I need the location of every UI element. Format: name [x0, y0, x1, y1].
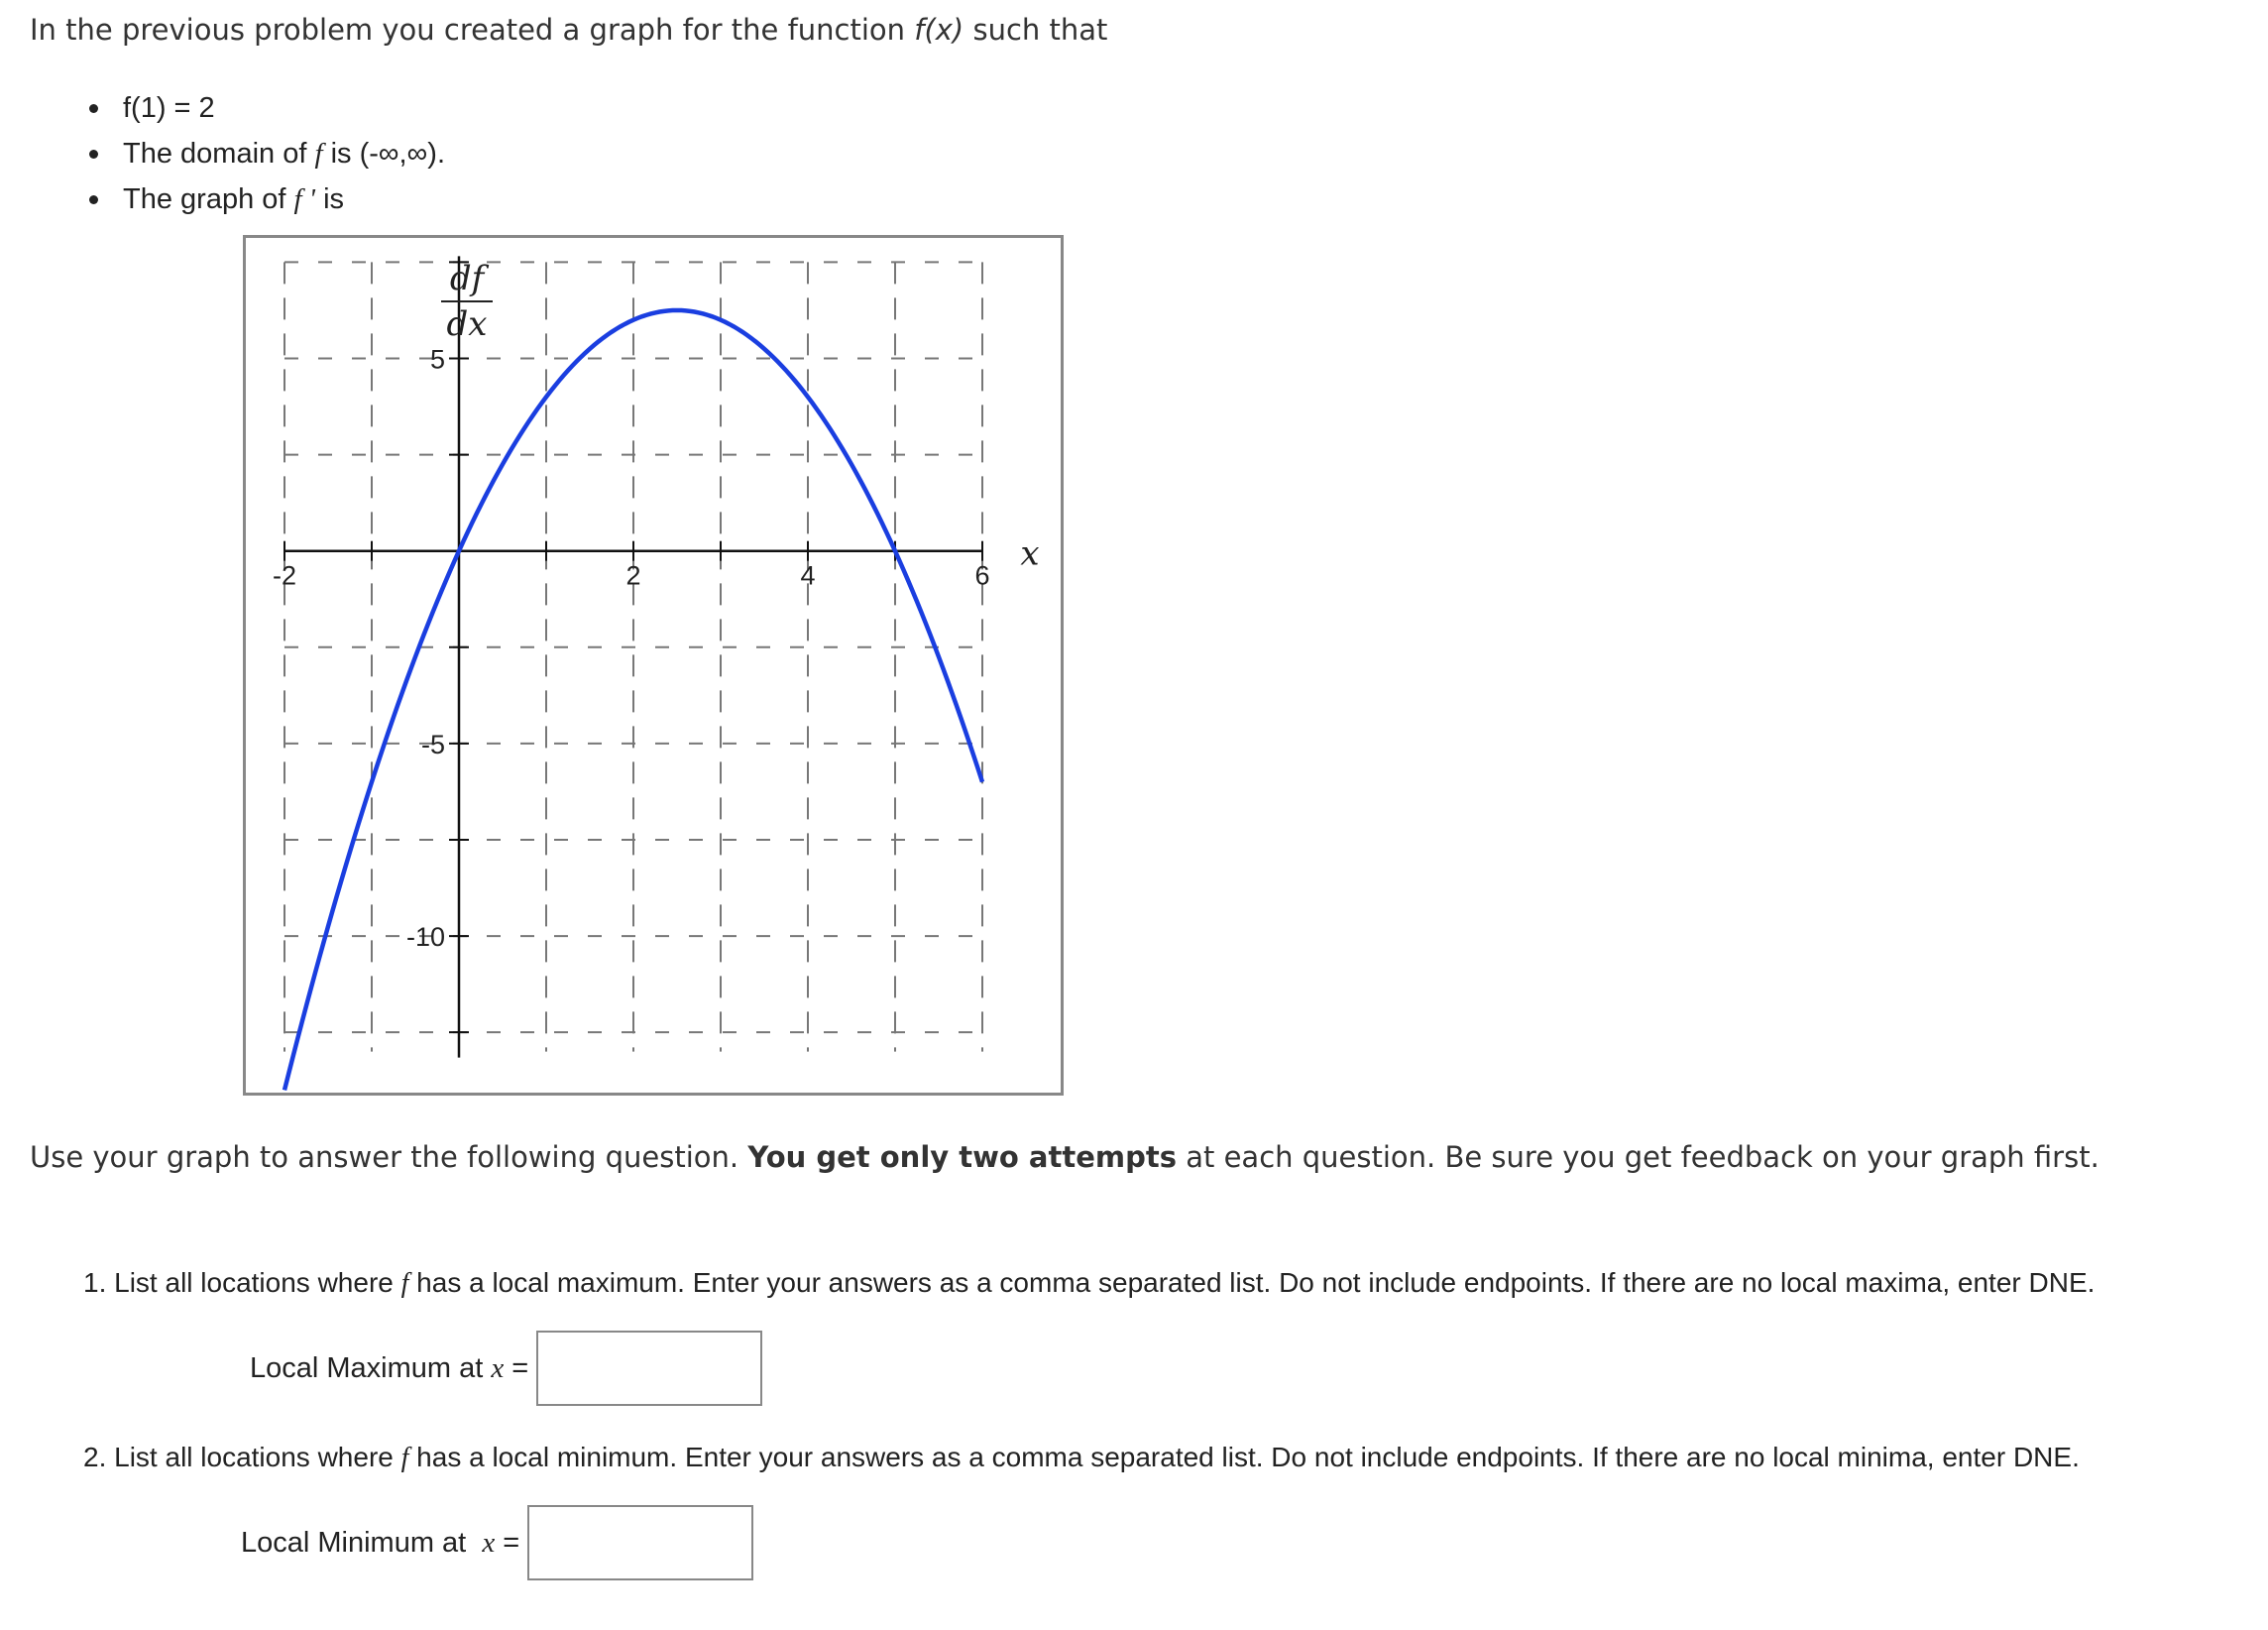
- instructions-text: Use your graph to answer the following question. You get only two attempts at each question. Be sure you get feedback on your graph first.: [30, 1140, 2099, 1174]
- y-axis-label-denominator: dx: [446, 304, 488, 344]
- instructions-emphasis: You get only two attempts: [747, 1140, 1177, 1174]
- y-tick-label: -10: [405, 922, 445, 953]
- y-axis-label-numerator: df: [449, 259, 485, 298]
- derivative-chart-svg: [246, 238, 1061, 1093]
- condition-f1: f(1) = 2: [89, 85, 445, 131]
- intro-text: In the previous problem you created a graph for the function f(x) such that: [30, 13, 1108, 47]
- local-max-input[interactable]: [536, 1331, 762, 1406]
- x-tick-label: -2: [272, 560, 297, 591]
- x-tick-label: 2: [625, 560, 641, 591]
- y-tick-label: 5: [429, 344, 445, 375]
- y-tick-label: -5: [420, 729, 445, 759]
- conditions-list: [89, 85, 445, 222]
- x-tick-label: 4: [800, 560, 816, 591]
- derivative-graph: [243, 235, 1064, 1096]
- condition-domain: The domain of f is (-∞,∞).: [89, 131, 445, 176]
- local-min-input[interactable]: [527, 1505, 753, 1580]
- local-max-row: [250, 1331, 762, 1406]
- x-tick-label: 6: [974, 560, 990, 591]
- local-min-row: [241, 1505, 753, 1580]
- local-max-label: Local Maximum at x =: [250, 1351, 529, 1384]
- function-name: f(x): [914, 13, 964, 47]
- question-1-text: 1. List all locations where f has a local maximum. Enter your answers as a comma separated list. Do not include endpoints. If there are no local maxima, enter DNE.: [83, 1267, 2096, 1299]
- question-2-text: 2. List all locations where f has a local minimum. Enter your answers as a comma separated list. Do not include endpoints. If there are no local minima, enter DNE.: [83, 1442, 2080, 1473]
- condition-graph: The graph of f ' is: [89, 176, 445, 222]
- x-axis-label: x: [1020, 533, 1040, 574]
- local-min-label: Local Minimum at x =: [241, 1526, 520, 1559]
